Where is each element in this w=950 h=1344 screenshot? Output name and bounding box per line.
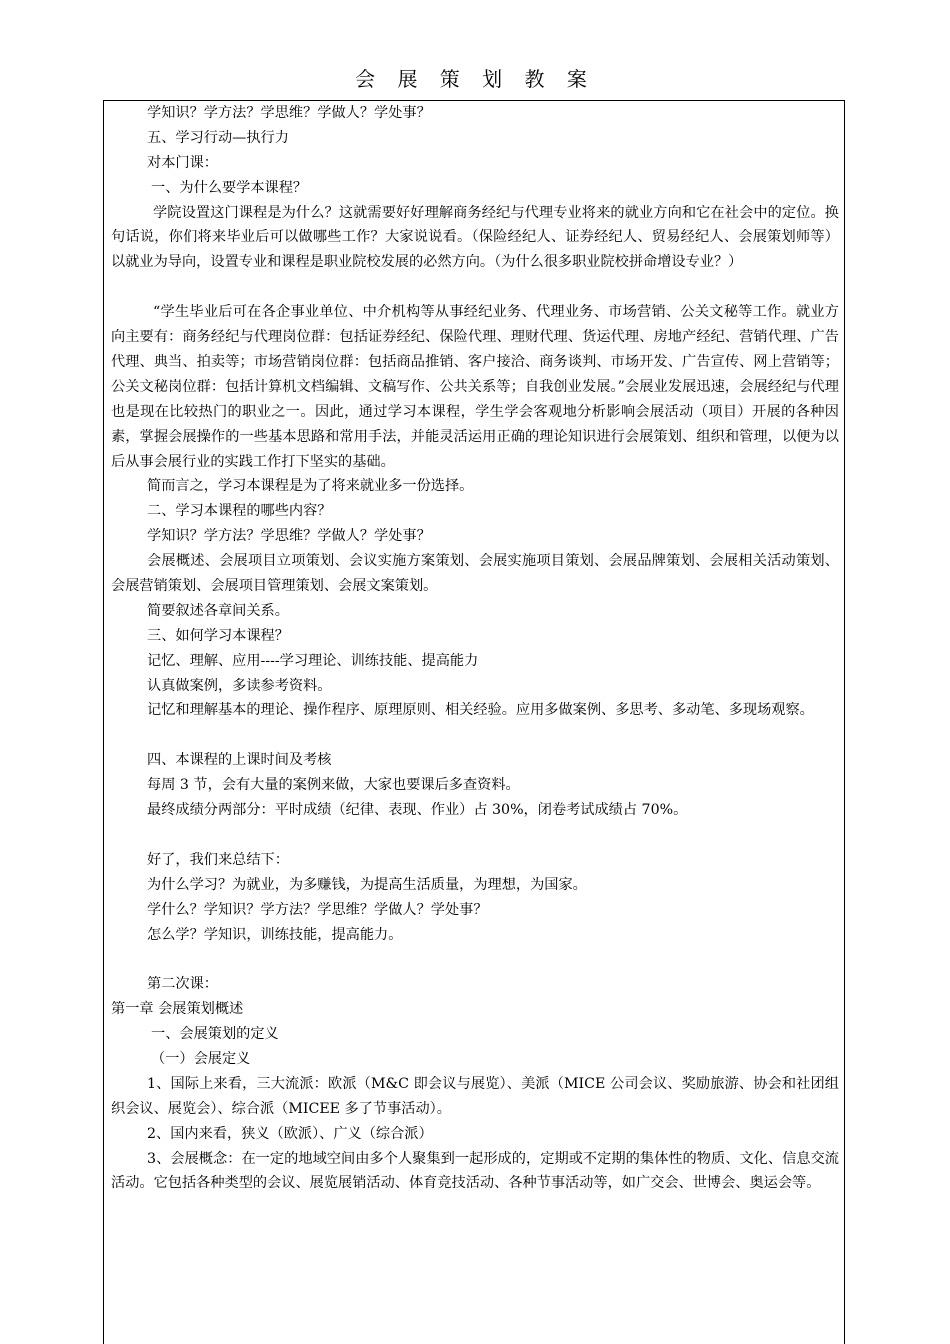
text-line: 认真做案例，多读参考资料。 (147, 677, 332, 694)
paragraph: 1、国际上来看，三大流派：欧派（M&C 即会议与展览）、美派（MICE 公司会议、奖励旅游、协会和社团组织会议、展览会）、综合派（MICEE 多了节事活动）。 (111, 1075, 839, 1117)
text-line: 学什么？学知识？学方法？学思维？学做人？学处事？ (147, 901, 488, 918)
paragraph: 会展概述、会展项目立项策划、会议实施方案策划、会展实施项目策划、会展品牌策划、会展相关活动策划、会展营销策划、会展项目管理策划、会展文案策划。 (111, 553, 839, 595)
text-line: 简要叙述各章间关系。 (147, 602, 289, 619)
text-line: 2、国内来看，狭义（欧派）、广义（综合派） (147, 1125, 433, 1142)
blank-line (111, 823, 839, 848)
section-heading: 四、本课程的上课时间及考核 (147, 752, 332, 769)
section-heading: 二、学习本课程的哪些内容？ (147, 503, 332, 520)
paragraph: 记忆和理解基本的理论、操作程序、原理原则、相关经验。应用多做案例、多思考、多动笔、多现场观察。 (147, 702, 814, 719)
paragraph: 3、会展概念：在一定的地域空间由多个人聚集到一起形成的，定期或不定期的集体性的物质、文化、信息交流活动。它包括各种类型的会议、展览展销活动、体育竞技活动、各种节事活动等，如广交会、世博会、奥运会等。 (111, 1150, 839, 1192)
text-line: 记忆、理解、应用----学习理论、训练技能、提高能力 (147, 652, 479, 669)
chapter-heading: 第一章 会展策划概述 (111, 1001, 244, 1018)
text-line: 为什么学习？为就业，为多赚钱，为提高生活质量，为理想，为国家。 (147, 876, 587, 893)
section-heading: 一、为什么要学本课程？ (151, 179, 308, 196)
text-line: 好了，我们来总结下： (147, 851, 289, 868)
subsection-heading: （一）会展定义 (151, 1050, 251, 1067)
text-line: 简而言之，学习本课程是为了将来就业多一份选择。 (147, 478, 474, 495)
text-line: 每周 3 节，会有大量的案例来做，大家也要课后多查资料。 (147, 777, 520, 794)
text-line: 怎么学？学知识，训练技能，提高能力。 (147, 926, 403, 943)
text-line: 学知识？学方法？学思维？学做人？学处事？ (147, 528, 431, 545)
section-heading: 五、学习行动—执行力 (147, 129, 289, 146)
section-heading: 三、如何学习本课程？ (147, 627, 289, 644)
text-line: 最终成绩分两部分：平时成绩（纪律、表现、作业）占 30%，闭卷考试成绩占 70%。 (147, 802, 688, 819)
text-line: 对本门课： (147, 154, 218, 171)
page-title: 会 展 策 划 教 案 (355, 67, 595, 91)
text-line: 第二次课： (147, 976, 218, 993)
blank-line (111, 947, 839, 972)
text-line: 学知识？学方法？学思维？学做人？学处事？ (147, 105, 431, 121)
paragraph: 学院设置这门课程是为什么？这就需要好好理解商务经纪与代理专业将来的就业方向和它在社会中的定位。换句话说，你们将来毕业后可以做哪些工作？大家说说看。（保险经纪人、证券经纪人、贸易经纪人、会展策划师等）以就业为导向，设置专业和课程是职业院校发展的必然方向。（为什么很多职业院校拼命增设专业？） (111, 204, 839, 271)
lesson-plan-body (111, 101, 839, 1221)
section-heading: 一、会展策划的定义 (151, 1026, 279, 1043)
paragraph: “学生毕业后可在各企事业单位、中介机构等从事经纪业务、代理业务、市场营销、公关文秘等工作。就业方向主要有：商务经纪与代理岗位群：包括证券经纪、保险代理、理财代理、货运代理、房地产经纪、营销代理、广告代理、典当、拍卖等；市场营销岗位群：包括商品推销、客户接洽、商务谈判、市场开发、广告宣传、网上营销等；公关文秘岗位群：包括计算机文档编辑、文稿写作、公共关系等；自我创业发展。”会展业发展迅速，会展经纪与代理也是现在比较热门的职业之一。因此，通过学习本课程，学生学会客观地分析影响会展活动（项目）开展的各种因素，掌握会展操作的一些基本思路和常用手法，并能灵活运用正确的理论知识进行会展策划、组织和管理，以便为以后从事会展行业的实践工作打下坚实的基础。 (111, 304, 839, 470)
